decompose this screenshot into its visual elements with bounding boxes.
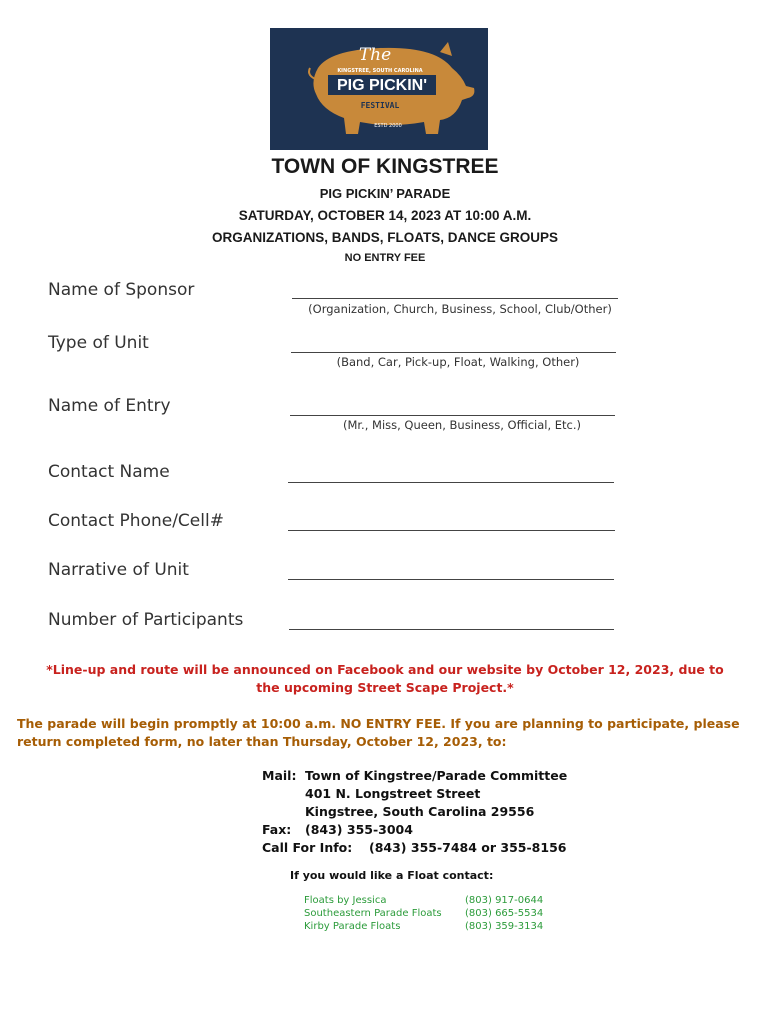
fax-label: Fax: xyxy=(262,822,292,837)
entry-label: Name of Entry xyxy=(48,396,171,416)
parade-date: SATURDAY, OCTOBER 14, 2023 AT 10:00 A.M. xyxy=(238,208,532,223)
logo-festival: FESTIVAL xyxy=(360,101,400,110)
unit-field[interactable] xyxy=(291,352,616,353)
sponsor-label: Name of Sponsor xyxy=(48,280,195,300)
sponsor-field[interactable] xyxy=(292,298,618,299)
float-contact-phone: (803) 665-5534 xyxy=(465,908,544,919)
parade-title: PIG PICKIN’ PARADE xyxy=(319,186,451,201)
unit-label: Type of Unit xyxy=(48,333,149,353)
phone-field[interactable] xyxy=(288,530,615,531)
begin-line-1: The parade will begin promptly at 10:00 a.m. NO ENTRY FEE. If you are planning to participate, please xyxy=(17,716,740,731)
contact-label: Contact Name xyxy=(48,462,170,482)
pig-logo-icon xyxy=(270,28,488,150)
entry-field[interactable] xyxy=(290,415,615,416)
narrative-label: Narrative of Unit xyxy=(48,560,189,580)
fax-number: (843) 355-3004 xyxy=(305,822,413,837)
parade-groups: ORGANIZATIONS, BANDS, FLOATS, DANCE GROUPS xyxy=(211,230,558,245)
begin-line-2: return completed form, no later than Thursday, October 12, 2023, to: xyxy=(17,734,507,749)
float-contact-name: Southeastern Parade Floats xyxy=(304,908,442,919)
float-contact-phone: (803) 917-0644 xyxy=(465,895,544,906)
float-contact-name: Floats by Jessica xyxy=(304,895,387,906)
logo-name: PIG PICKIN' xyxy=(336,77,428,94)
float-contact-name: Kirby Parade Floats xyxy=(304,921,401,932)
logo-location: KINGSTREE, SOUTH CAROLINA xyxy=(337,68,423,74)
phone-label: Contact Phone/Cell# xyxy=(48,511,224,531)
float-contact-heading: If you would like a Float contact: xyxy=(290,869,494,882)
participants-field[interactable] xyxy=(289,629,614,630)
mail-line-3: Kingstree, South Carolina 29556 xyxy=(305,804,535,819)
call-label: Call For Info: xyxy=(262,840,353,855)
mail-line-2: 401 N. Longstreet Street xyxy=(305,786,481,801)
lineup-line-1: *Line-up and route will be announced on Facebook and our website by October 12, 2023, due to xyxy=(46,662,724,677)
mail-line-1: Town of Kingstree/Parade Committee xyxy=(305,768,568,783)
logo-est: ESTD 2000 xyxy=(374,123,402,129)
float-contact-phone: (803) 359-3134 xyxy=(465,921,544,932)
contact-field[interactable] xyxy=(288,482,614,483)
entry-hint: (Mr., Miss, Queen, Business, Official, Etc.) xyxy=(342,418,582,432)
lineup-notice xyxy=(0,661,770,697)
entry-fee: NO ENTRY FEE xyxy=(344,252,426,264)
unit-hint: (Band, Car, Pick-up, Float, Walking, Other) xyxy=(336,355,580,369)
lineup-line-2: the upcoming Street Scape Project.* xyxy=(256,680,514,695)
festival-logo xyxy=(270,28,488,150)
begin-notice xyxy=(17,715,757,751)
participants-label: Number of Participants xyxy=(48,610,244,630)
logo-the: The xyxy=(358,45,392,65)
call-number: (843) 355-7484 or 355-8156 xyxy=(369,840,567,855)
town-title: TOWN OF KINGSTREE xyxy=(271,155,499,178)
sponsor-hint: (Organization, Church, Business, School, Club/Other) xyxy=(308,302,612,316)
mail-label: Mail: xyxy=(262,768,297,783)
narrative-field[interactable] xyxy=(288,579,614,580)
